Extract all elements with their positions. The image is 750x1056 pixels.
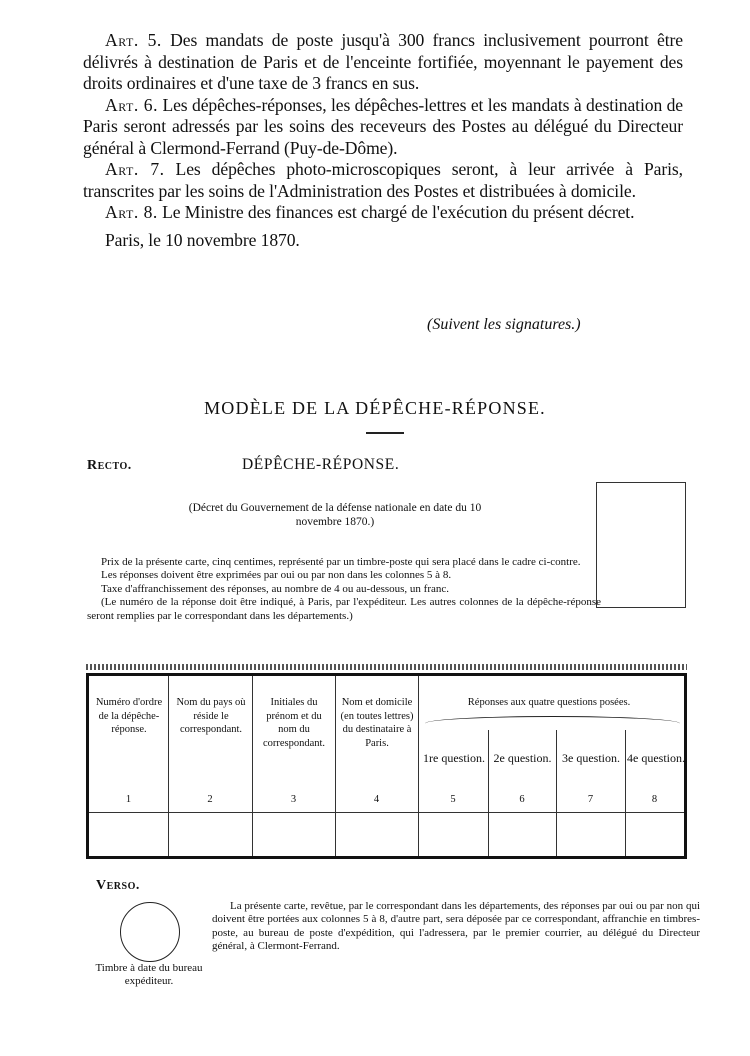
instructions: Prix de la présente carte, cinq centimes, représenté par un timbre-poste qui sera placé dans le cadre ci-contre. Les réponses doivent être exprimées par oui ou par non dans les colonnes 5 à 8. Taxe d'affranchissement des réponses, au nombre de 4 ou au-dessous, un franc. (Le numéro de la réponse doit être indiqué, à Paris, par l'expéditeur. Les autres colonnes de la dépêche-réponse seront remplies par le correspondant dans les départements.): [87, 556, 601, 622]
column-number: 5: [450, 794, 456, 805]
header-initiales: Initiales du prénom et du nom du correspondant.: [262, 697, 326, 749]
stamp-frame: [596, 482, 686, 608]
title-divider: [366, 432, 404, 434]
row-divider: [89, 812, 684, 813]
stamp-caption: Timbre à date du bureau expéditeur.: [95, 962, 203, 988]
verso-text: La présente carte, revêtue, par le correspondant dans les départements, des réponses par oui ou par non qui doivent être portées aux colonnes 5 à 8, d'autre part, sera déposée par ce correspondant, affranchie en timbres-poste, au bureau de poste d'expédition, qui l'adressera, par le premier courrier, au délégué du Directeur général, à Clermont-Ferrand.: [212, 900, 700, 953]
column-number: 1: [125, 794, 132, 805]
column-number: 2: [207, 794, 213, 805]
article-7: Art. 7. Les dépêches photo-microscopiques seront, à leur arrivée à Paris, transcrites par les soins de l'Administration des Postes et distribuées à domicile.: [83, 159, 683, 201]
column-divider: [625, 730, 626, 856]
column-divider: [252, 676, 253, 856]
column-divider: [335, 676, 336, 856]
date-line: Paris, le 10 novembre 1870.: [105, 229, 300, 250]
column-divider: [556, 730, 557, 856]
header-destinataire: Nom et domicile (en toutes lettres) du destinataire à Paris.: [340, 697, 414, 749]
column-number: 6: [519, 794, 525, 805]
subheader-q4: 4e question.: [627, 751, 685, 765]
signatures-note: (Suivent les signatures.): [427, 316, 581, 333]
dotted-rule: [86, 664, 687, 670]
date-stamp-circle: [120, 902, 180, 962]
recto-label: Recto.: [87, 458, 132, 473]
column-number: 7: [587, 794, 594, 805]
article-8: Art. 8. Le Ministre des finances est chargé de l'exécution du présent décret.: [105, 202, 635, 222]
card-title: DÉPÊCHE-RÉPONSE.: [242, 456, 400, 473]
column-divider: [168, 676, 169, 856]
subheader-q1: 1re question.: [423, 751, 485, 765]
model-title: MODÈLE DE LA DÉPÊCHE-RÉPONSE.: [204, 398, 546, 418]
column-number: 8: [651, 794, 658, 805]
decree-reference: (Décret du Gouvernement de la défense nationale en date du 10 novembre 1870.): [188, 502, 482, 528]
subheader-q3: 3e question.: [562, 751, 620, 765]
response-table: [86, 673, 687, 859]
header-numero: Numéro d'ordre de la dépêche-réponse.: [95, 697, 163, 735]
article-5: Art. 5. Des mandats de poste jusqu'à 300 francs inclusivement pourront être délivrés à destination de Paris et de l'enceinte fortifiée, moyennant le payement des droits ordinaires et d'une taxe de 3 francs en sus.: [83, 30, 683, 93]
group-brace: [425, 716, 680, 731]
column-divider: [488, 730, 489, 856]
header-reponses: Réponses aux quatre questions posées.: [467, 697, 631, 708]
header-nom-pays: Nom du pays où réside le correspondant.: [176, 697, 246, 735]
decree-articles: [83, 30, 683, 251]
verso-label: Verso.: [96, 878, 140, 893]
column-number: 3: [290, 794, 297, 805]
article-6: Art. 6. Les dépêches-réponses, les dépêches-lettres et les mandats à destination de Paris seront adressés par les soins des receveurs des Postes au délégué du Directeur général à Clermond-Ferrand (Puy-de-Dôme).: [83, 94, 684, 158]
column-divider: [418, 676, 419, 856]
subheader-q2: 2e question.: [493, 751, 552, 765]
column-number: 4: [373, 794, 380, 805]
